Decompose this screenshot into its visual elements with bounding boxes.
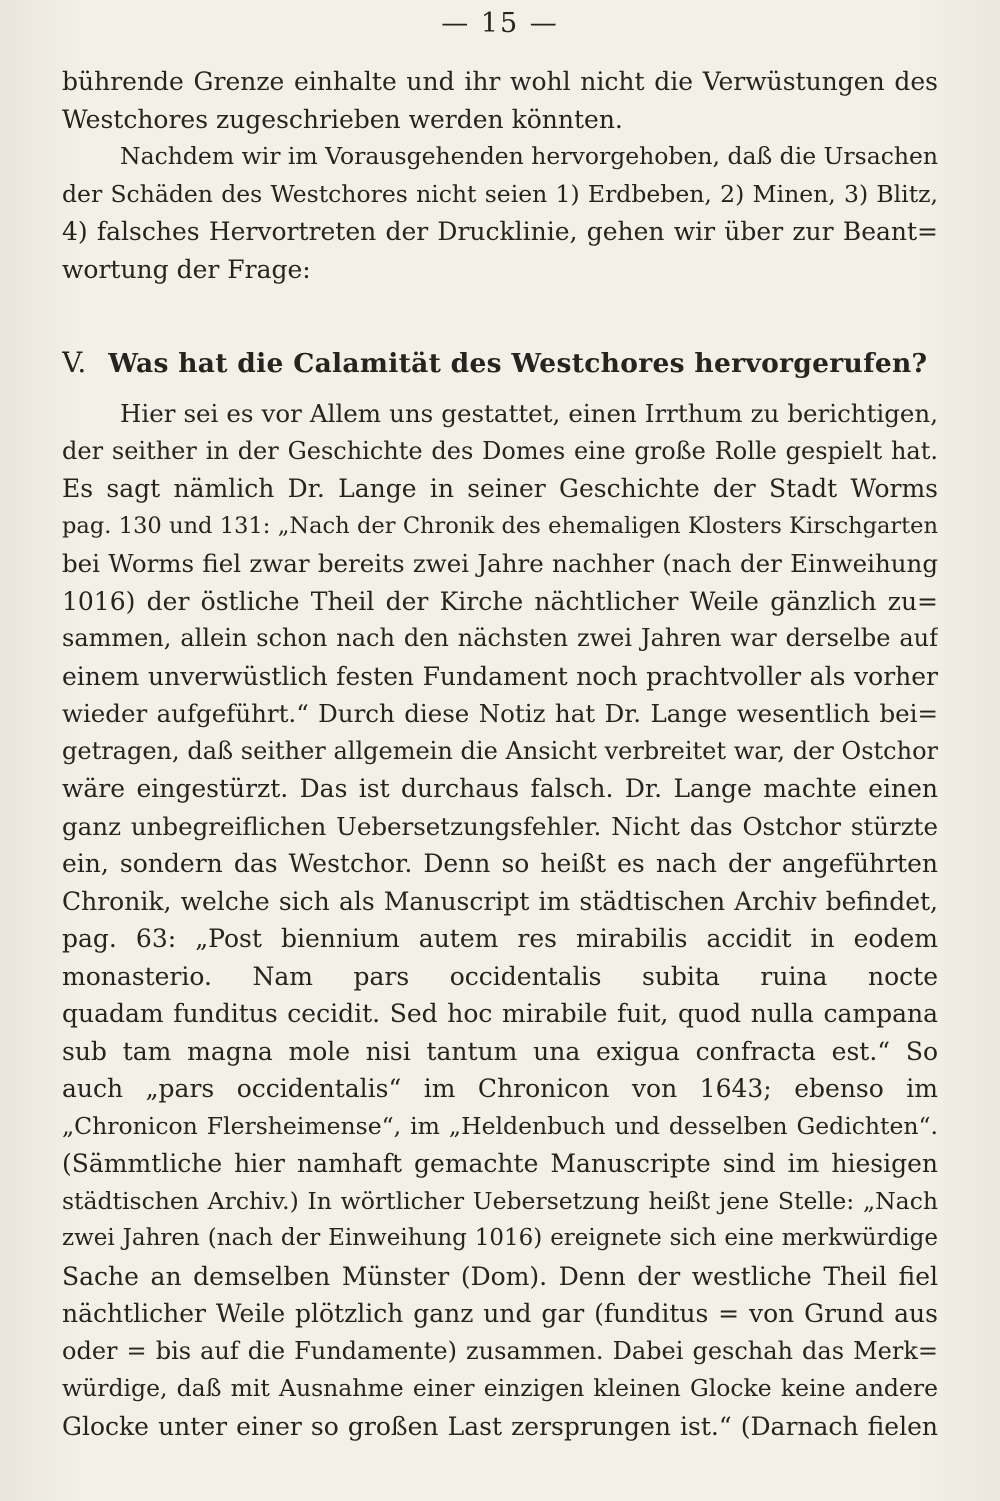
text-line: bührende Grenze einhalte und ihr wohl nicht die Verwüstungen des	[62, 67, 938, 96]
text-line: sammen, allein schon nach den nächsten zwei Jahren war derselbe auf	[62, 624, 938, 652]
text-line: quadam funditus cecidit. Sed hoc mirabile fuit, quod nulla campana	[62, 999, 938, 1028]
text-line: monasterio. Nam pars occidentalis subita ruina nocte	[62, 961, 938, 991]
text-line: oder = bis auf die Fundamente) zusammen. Dabei geschah das Merk=	[62, 1336, 938, 1365]
paragraph-intro	[62, 138, 938, 288]
text-line: städtischen Archiv.) In wörtlicher Uebersetzung heißt jene Stelle: „Nach	[62, 1186, 938, 1215]
paragraph-continuation	[62, 63, 938, 138]
text-line: pag. 130 und 131: „Nach der Chronik des ehemaligen Klosters Kirschgarten	[62, 512, 938, 539]
section-number: V.	[62, 346, 87, 379]
section-title: Was hat die Calamität des Westchores hervorgerufen?	[108, 348, 928, 379]
text-line: Es sagt nämlich Dr. Lange in seiner Geschichte der Stadt Worms	[62, 474, 938, 503]
text-line: Nachdem wir im Vorausgehenden hervorgehoben, daß die Ursachen	[120, 142, 938, 170]
text-line: der Schäden des Westchores nicht seien 1) Erdbeben, 2) Minen, 3) Blitz,	[62, 179, 938, 208]
text-line: Westchores zugeschrieben werden könnten.	[62, 104, 623, 134]
text-line: wieder aufgeführt.“ Durch diese Notiz hat Dr. Lange wesentlich bei=	[62, 699, 938, 728]
text-line: (Sämmtliche hier namhaft gemachte Manuscripte sind im hiesigen	[62, 1149, 938, 1178]
text-line: der seither in der Geschichte des Domes eine große Rolle gespielt hat.	[62, 436, 938, 465]
text-line: ein, sondern das Westchor. Denn so heißt es nach der angeführten	[62, 849, 938, 878]
section-body	[62, 395, 938, 1445]
text-line: wäre eingestürzt. Das ist durchaus falsch. Dr. Lange machte einen	[62, 774, 938, 803]
text-line: würdige, daß mit Ausnahme einer einzigen kleinen Glocke keine andere	[62, 1374, 938, 1402]
text-line: Sache an demselben Münster (Dom). Denn der westliche Theil fiel	[62, 1261, 938, 1291]
text-line: Chronik, welche sich als Manuscript im städtischen Archiv befindet,	[62, 886, 938, 916]
text-line: ganz unbegreiflichen Uebersetzungsfehler. Nicht das Ostchor stürzte	[62, 811, 938, 841]
text-line: wortung der Frage:	[62, 254, 311, 284]
text-line: Hier sei es vor Allem uns gestattet, einen Irrthum zu berichtigen,	[120, 399, 938, 428]
text-line: einem unverwüstlich festen Fundament noch prachtvoller als vorher	[62, 661, 938, 691]
text-line: „Chronicon Flersheimense“, im „Heldenbuch und desselben Gedichten“.	[62, 1111, 938, 1140]
text-line: pag. 63: „Post biennium autem res mirabilis accidit in eodem	[62, 924, 938, 953]
text-line: Glocke unter einer so großen Last zersprungen ist.“ (Darnach fielen	[62, 1411, 938, 1441]
page-number: — 15 —	[441, 8, 559, 39]
text-line: nächtlicher Weile plötzlich ganz und gar (funditus = von Grund aus	[62, 1299, 938, 1328]
text-line: bei Worms fiel zwar bereits zwei Jahre nachher (nach der Einweihung	[62, 549, 938, 578]
text-line: sub tam magna mole nisi tantum una exigua confracta est.“ So	[62, 1036, 938, 1066]
text-line: getragen, daß seither allgemein die Ansicht verbreitet war, der Ostchor	[62, 736, 938, 765]
section-heading	[62, 338, 938, 388]
text-line: zwei Jahren (nach der Einweihung 1016) ereignete sich eine merkwürdige	[62, 1225, 938, 1251]
text-line: auch „pars occidentalis“ im Chronicon von 1643; ebenso im	[62, 1074, 938, 1103]
text-line: 4) falsches Hervortreten der Drucklinie, gehen wir über zur Beant=	[62, 217, 938, 246]
text-line: 1016) der östliche Theil der Kirche nächtlicher Weile gänzlich zu=	[62, 586, 938, 616]
